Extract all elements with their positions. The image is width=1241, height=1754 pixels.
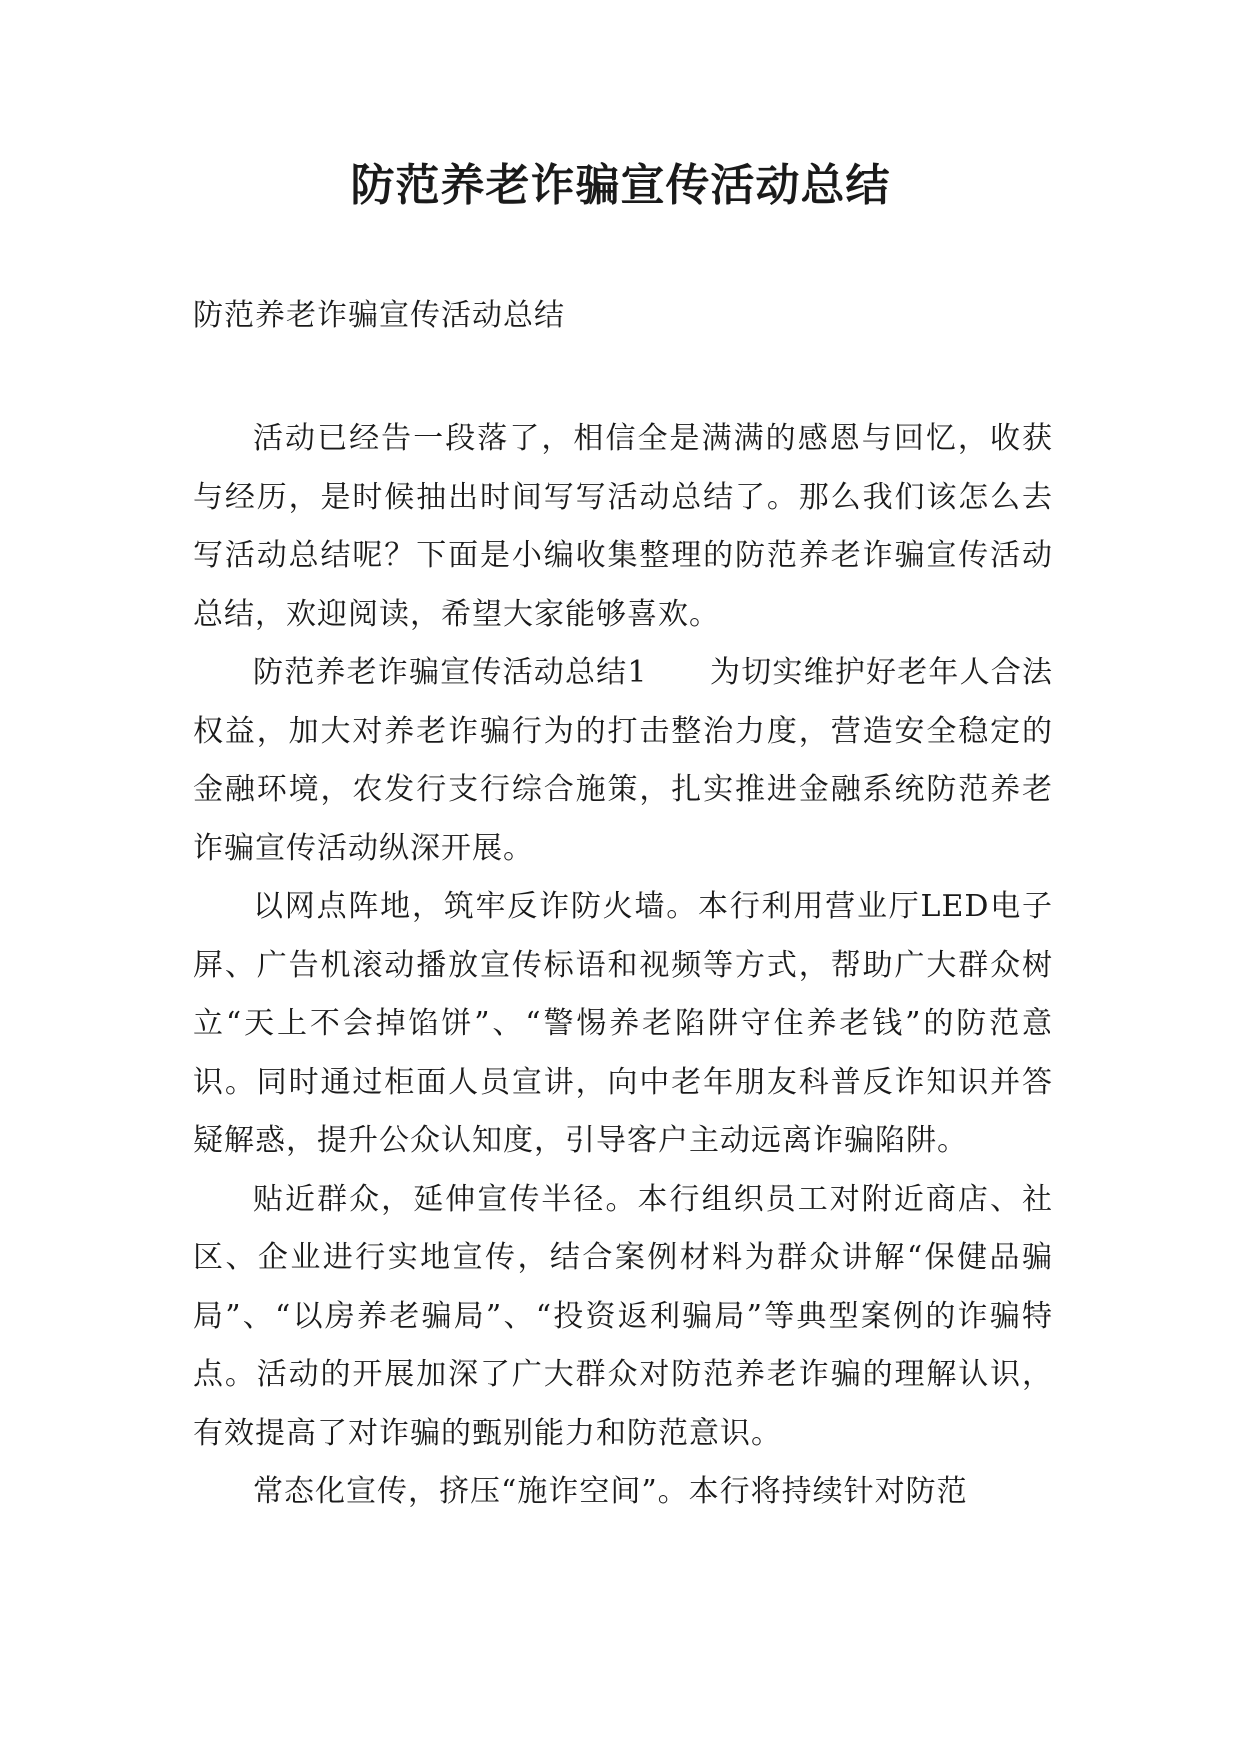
document-body xyxy=(193,410,1053,1522)
paragraph-community-outreach: 贴近群众，延伸宣传半径。本行组织员工对附近商店、社区、企业进行实地宣传，结合案例材料为群众讲解“保健品骗局”、“以房养老骗局”、“投资返利骗局”等典型案例的诈骗特点。活动的开展加深了广大群众对防范养老诈骗的理解认识，有效提高了对诈骗的甄别能力和防范意识。 xyxy=(193,1181,1053,1451)
paragraph-regular-publicity: 常态化宣传，挤压“施诈空间”。本行将持续针对防范 xyxy=(253,1474,968,1509)
document-title: 防范养老诈骗宣传活动总结 xyxy=(350,160,891,211)
paragraph-summary-1: 防范养老诈骗宣传活动总结1 为切实维护好老年人合法权益，加大对养老诈骗行为的打击整治力度，营造安全稳定的金融环境，农发行支行综合施策，扎实推进金融系统防范养老诈骗宣传活动纵深开展。 xyxy=(193,655,1053,866)
paragraph-intro: 活动已经告一段落了，相信全是满满的感恩与回忆，收获与经历，是时候抽出时间写写活动总结了。那么我们该怎么去写活动总结呢？下面是小编收集整理的防范养老诈骗宣传活动总结，欢迎阅读，希望大家能够喜欢。 xyxy=(193,421,1053,632)
document-subtitle: 防范养老诈骗宣传活动总结 xyxy=(193,298,565,333)
paragraph-branch-position: 以网点阵地，筑牢反诈防火墙。本行利用营业厅LED电子屏、广告机滚动播放宣传标语和视频等方式，帮助广大群众树立“天上不会掉馅饼”、“警惕养老陷阱守住养老钱”的防范意识。同时通过柜面人员宣讲，向中老年朋友科普反诈知识并答疑解惑，提升公众认知度，引导客户主动远离诈骗陷阱。 xyxy=(193,889,1053,1158)
